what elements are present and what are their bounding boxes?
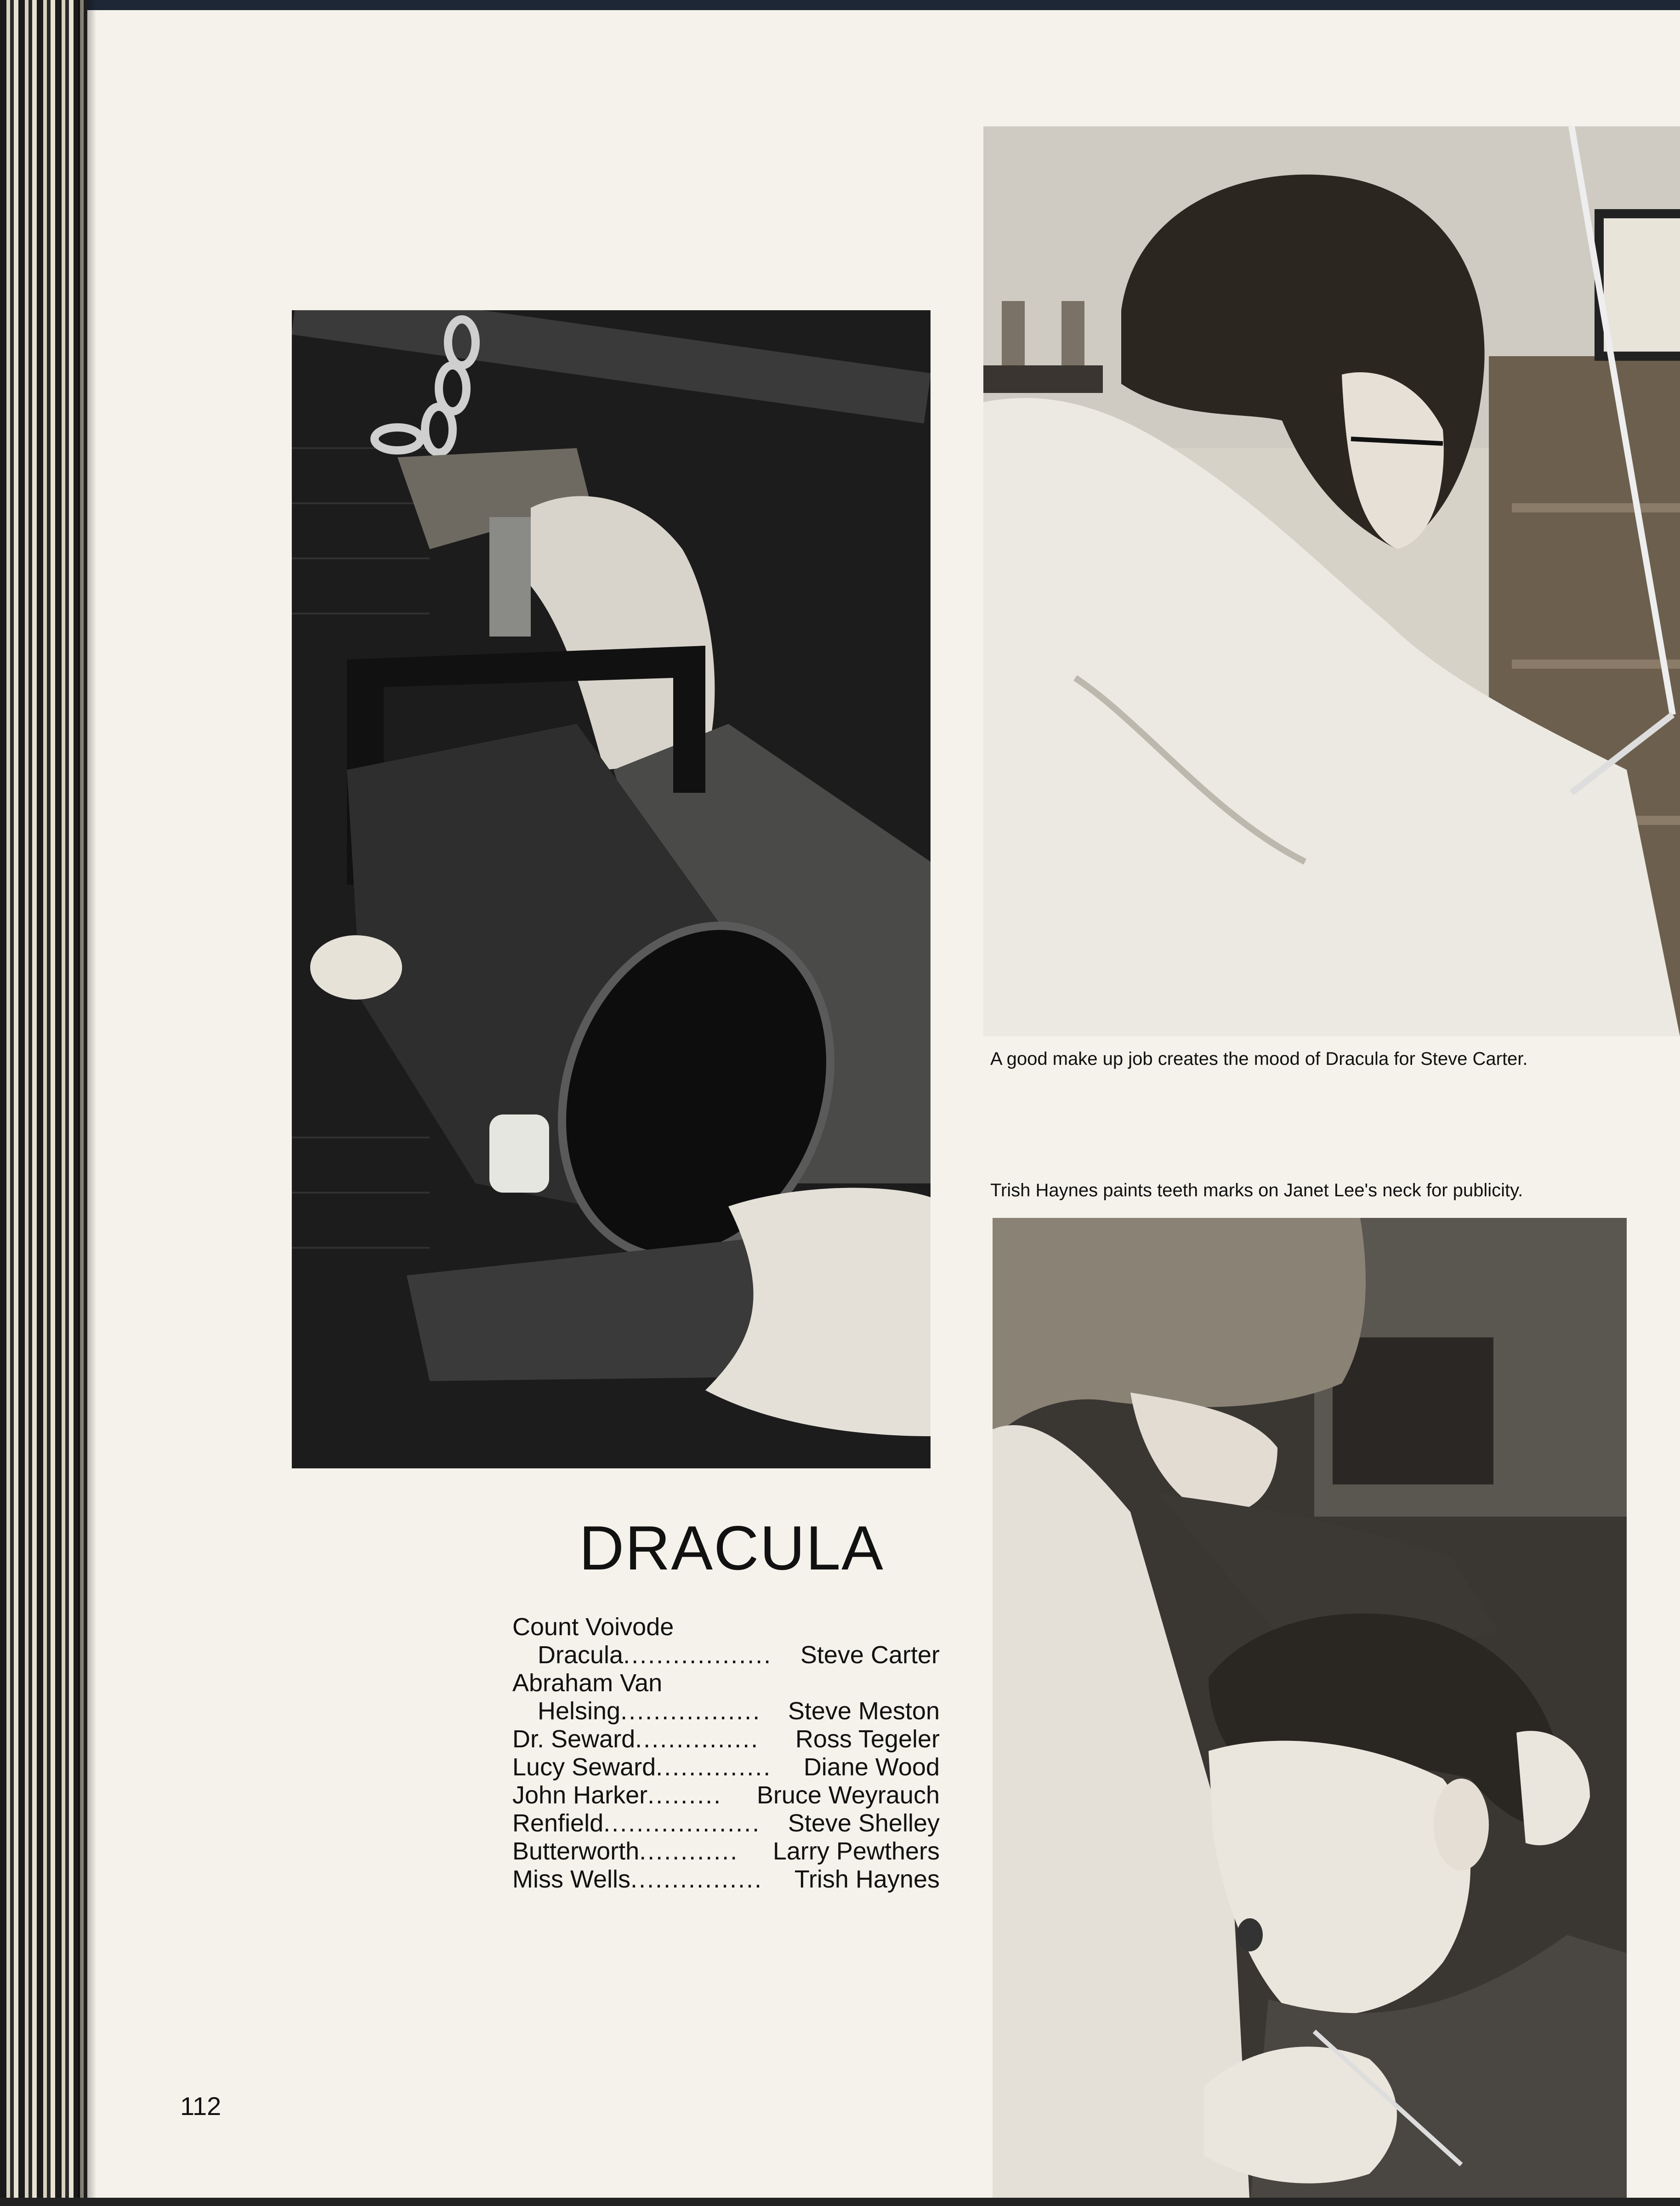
cast-role: Miss Wells <box>512 1865 631 1893</box>
cast-row <box>512 1865 940 1893</box>
cast-actor: Bruce Weyrauch <box>756 1781 940 1809</box>
cast-row <box>512 1613 940 1641</box>
cast-leader-dots: ......... <box>647 1781 722 1809</box>
binding-shadow <box>78 0 96 2206</box>
cast-row <box>512 1809 940 1837</box>
cast-actor: Trish Haynes <box>794 1865 940 1893</box>
cast-role: Lucy Seward <box>512 1753 656 1781</box>
cast-role: Count Voivode <box>512 1613 674 1641</box>
cast-row <box>512 1753 940 1781</box>
cast-row <box>512 1641 940 1669</box>
cast-role: Butterworth <box>512 1837 640 1865</box>
play-title: DRACULA <box>579 1513 884 1583</box>
cast-leader-dots: .............. <box>656 1753 772 1781</box>
cast-actor: Diane Wood <box>803 1753 940 1781</box>
cast-role: Renfield <box>512 1809 604 1837</box>
teeth-photo-caption: Trish Haynes paints teeth marks on Janet Lee's neck for publicity. <box>990 1180 1523 1200</box>
page-top-edge <box>0 0 1680 10</box>
cast-leader-dots: ................. <box>620 1697 761 1725</box>
cast-list <box>512 1613 940 1893</box>
cast-role: Helsing <box>538 1697 621 1725</box>
cast-leader-dots: ............ <box>639 1837 739 1865</box>
cast-row <box>512 1669 940 1697</box>
cast-row <box>512 1781 940 1809</box>
cast-row <box>512 1697 940 1725</box>
cast-actor: Ross Tegeler <box>795 1725 940 1753</box>
makeup-photo-caption: A good make up job creates the mood of Dracula for Steve Carter. <box>990 1049 1528 1069</box>
page-number: 112 <box>180 2092 221 2121</box>
book-binding <box>0 0 87 2206</box>
cast-row <box>512 1725 940 1753</box>
cast-actor: Steve Shelley <box>788 1809 940 1837</box>
cast-leader-dots: ................ <box>630 1865 763 1893</box>
cast-role: Dr. Seward <box>512 1725 636 1753</box>
page-bottom-edge <box>0 2198 1680 2206</box>
cast-leader-dots: ................... <box>603 1809 761 1837</box>
cast-leader-dots: .................. <box>623 1641 772 1669</box>
cast-actor: Steve Meston <box>788 1697 940 1725</box>
stage-lamp-photo <box>292 310 931 1468</box>
teeth-marks-photo <box>993 1218 1627 2206</box>
cast-row <box>512 1837 940 1865</box>
makeup-photo <box>983 126 1680 1036</box>
cast-role: Dracula <box>538 1641 624 1669</box>
cast-role: Abraham Van <box>512 1669 663 1697</box>
cast-actor: Steve Carter <box>800 1641 940 1669</box>
cast-leader-dots: ............... <box>635 1725 760 1753</box>
cast-actor: Larry Pewthers <box>772 1837 940 1865</box>
cast-role: John Harker <box>512 1781 648 1809</box>
